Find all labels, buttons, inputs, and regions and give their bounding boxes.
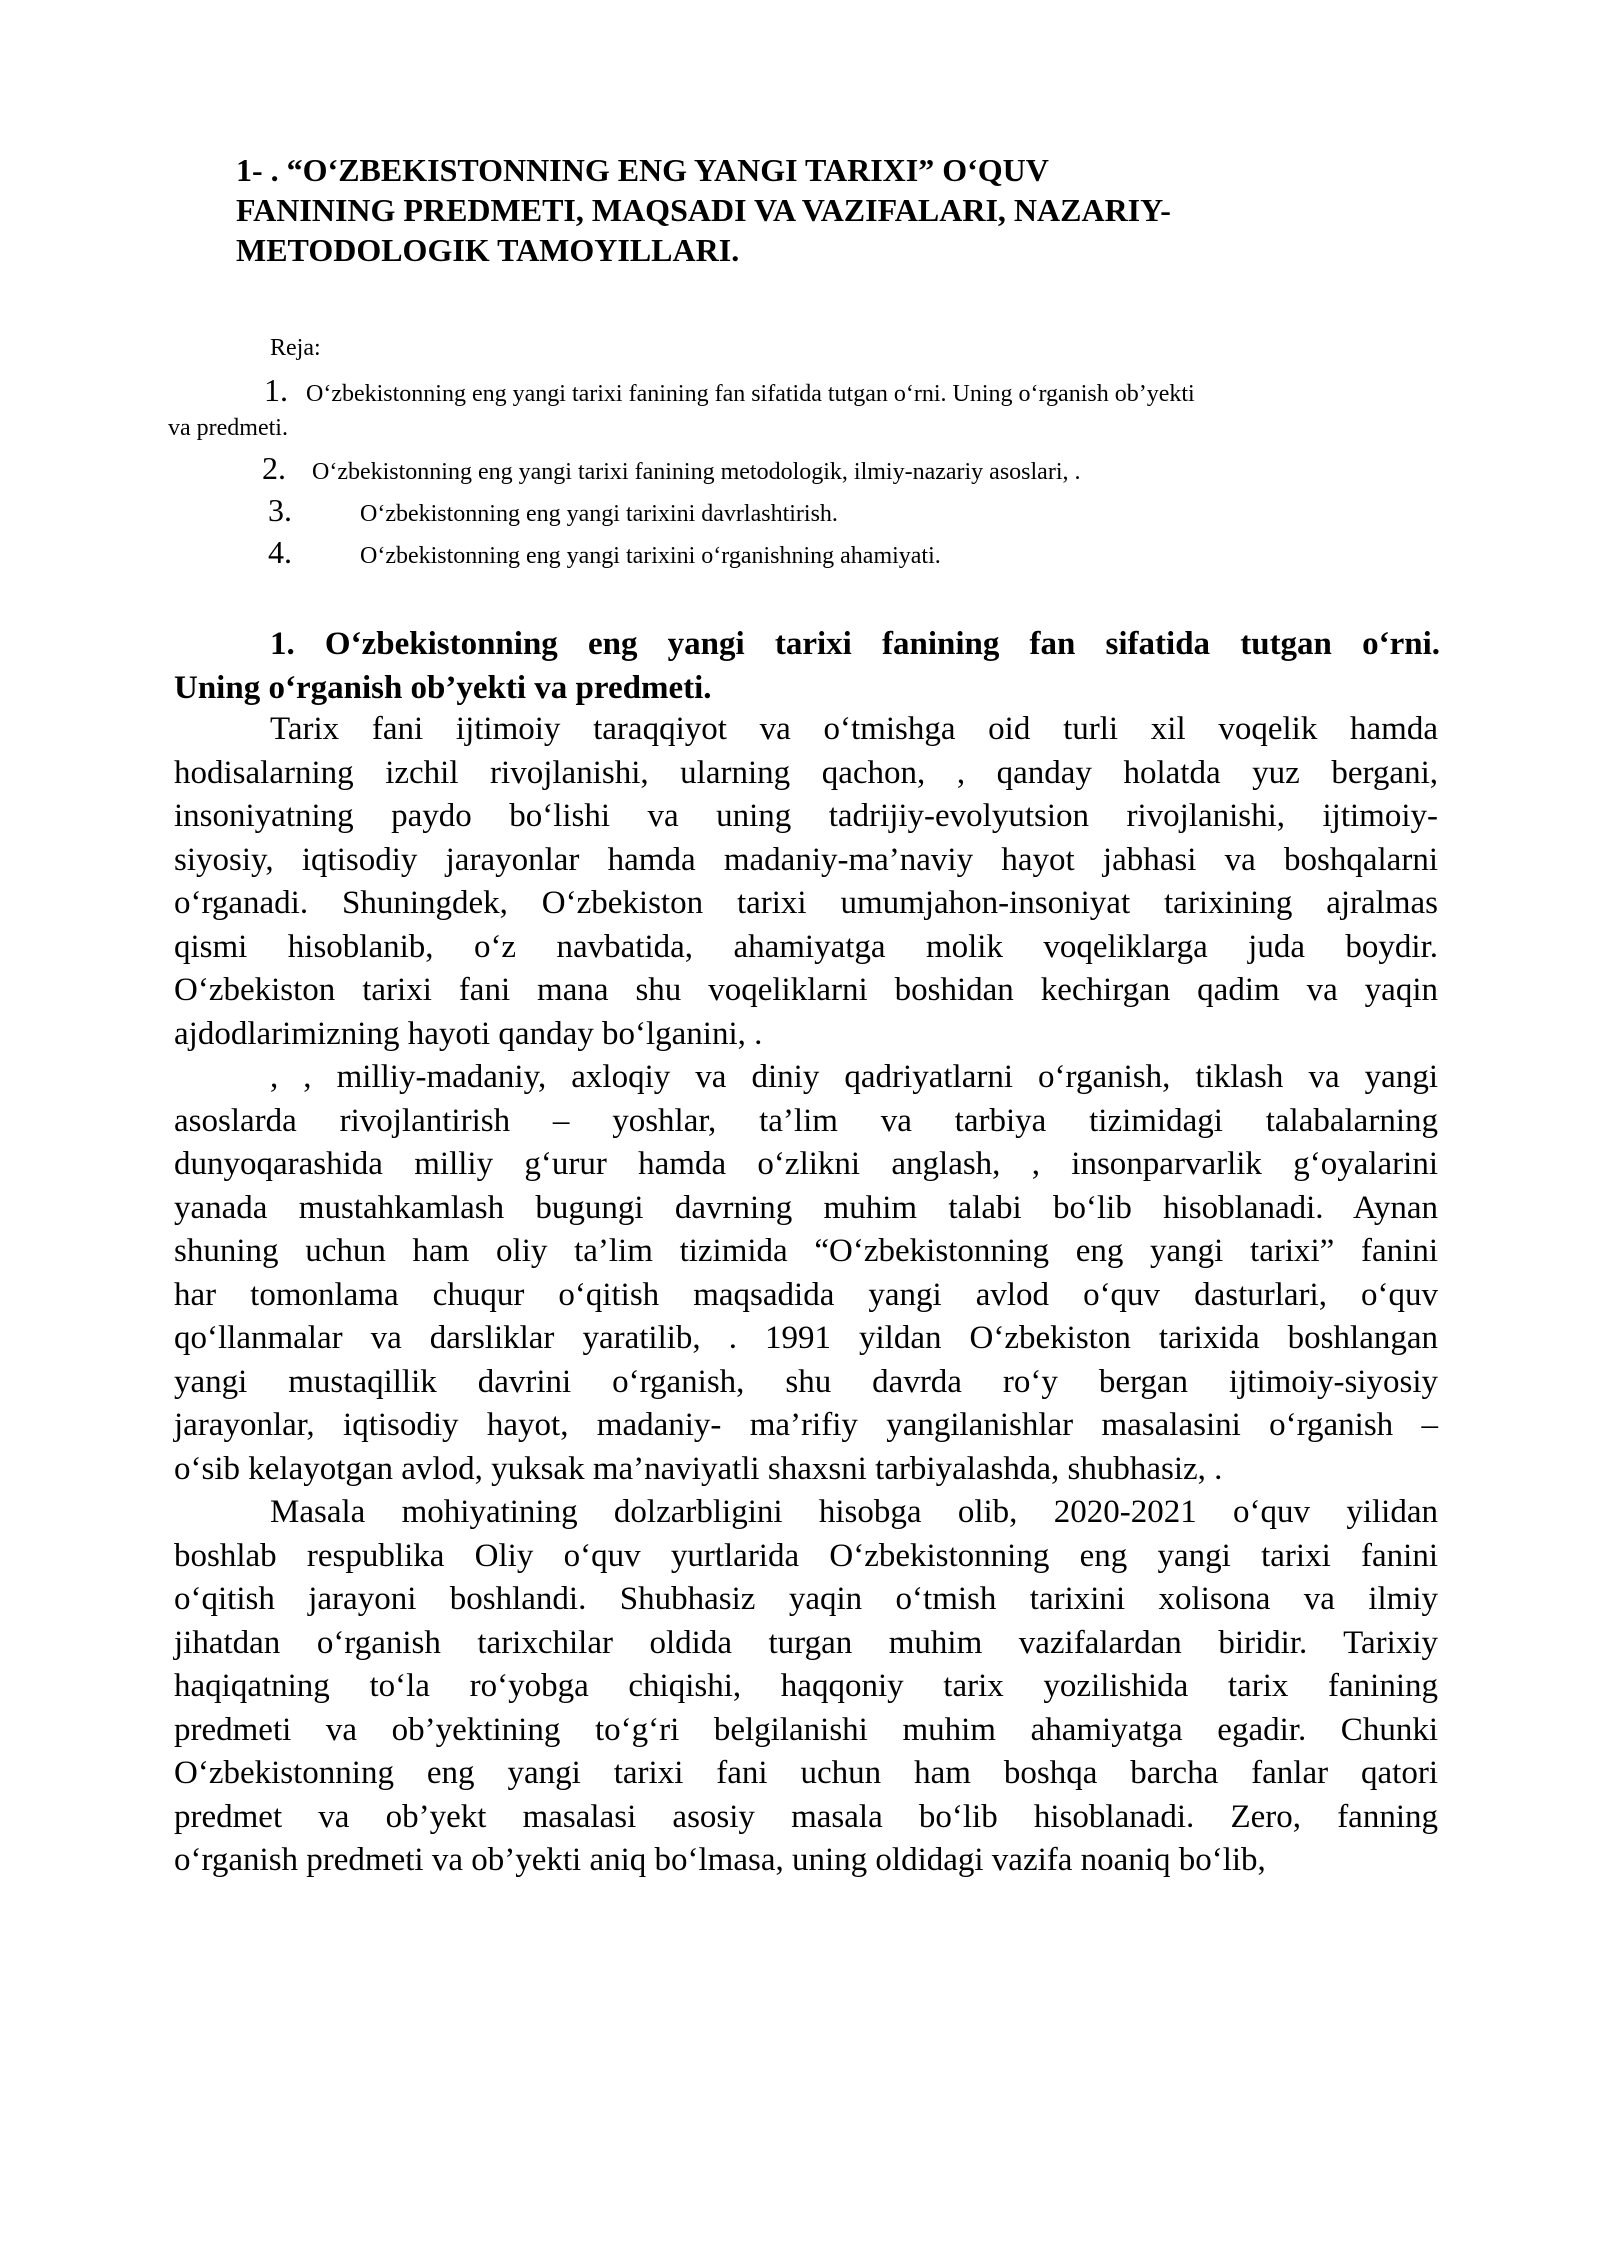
paragraph-line: dunyoqarashida milliy g‘urur hamda o‘zlikni anglash, , insonparvarlik g‘oyalarini [174,1146,1438,1182]
paragraph-line: yanada mustahkamlash bugungi davrning muhim talabi bo‘lib hisoblanadi. Aynan [174,1189,1438,1226]
paragraph-3 [174,1491,1438,1883]
paragraph-line: Masala mohiyatining dolzarbligini hisobga olib, 2020-2021 o‘quv yilidan [270,1494,1438,1530]
paragraph-line: siyosiy, iqtisodiy jarayonlar hamda madaniy-ma’naviy hayot jabhasi va boshqalarni [174,841,1438,878]
paragraph-line: predmeti va ob’yektining to‘g‘ri belgilanishi muhim ahamiyatga egadir. Chunki [174,1711,1438,1748]
paragraph-line: predmet va ob’yekt masalasi asosiy masala bo‘lib hisoblanadi. Zero, fanning [174,1798,1438,1835]
plan-item-number: 3. [268,492,292,528]
section-heading-line: Uning o‘rganish ob’yekti va predmeti. [174,670,712,706]
paragraph-line: O‘zbekiston tarixi fani mana shu voqeliklarni boshidan kechirgan qadim va yaqin [174,972,1438,1008]
plan-item-number: 4. [268,534,292,570]
plan-item-text: O‘zbekistonning eng yangi tarixi fanining fan sifatida tutgan o‘rni. Uning o‘rganish ob’yekti [306,381,1195,407]
paragraph-line: o‘qitish jarayoni boshlandi. Shubhasiz yaqin o‘tmish tarixini xolisona va ilmiy [174,1581,1438,1617]
paragraph-line: shuning uchun ham oliy ta’lim tizimida “O‘zbekistonning eng yangi tarixi” fanini [174,1233,1438,1269]
plan-item-text: O‘zbekistonning eng yangi tarixini davrlashtirish. [360,501,838,527]
plan-item-text: O‘zbekistonning eng yangi tarixini o‘rganishning ahamiyati. [360,543,941,569]
paragraph-line: har tomonlama chuqur o‘qitish maqsadida yangi avlod o‘quv dasturlari, o‘quv [174,1276,1438,1313]
paragraph-1 [174,708,1438,1056]
paragraph-line: asoslarda rivojlantirish – yoshlar, ta’lim va tarbiya tizimidagi talabalarning [174,1102,1438,1139]
paragraph-line: haqiqatning to‘la ro‘yobga chiqishi, haqqoniy tarix yozilishida tarix fanining [174,1668,1438,1704]
paragraph-2 [174,1056,1438,1491]
plan-item-3 [268,494,838,530]
paragraph-line: ajdodlarimizning hayoti qanday bo‘lganini, . [174,1015,763,1052]
paragraph-line: o‘sib kelayotgan avlod, yuksak ma’naviyatli shaxsni tarbiyalashda, shubhasiz, . [174,1450,1223,1487]
section-heading [174,622,1440,710]
paragraph-line: O‘zbekistonning eng yangi tarixi fani uchun ham boshqa barcha fanlar qatori [174,1755,1438,1791]
plan-item-2 [262,452,1081,488]
paragraph-line: yangi mustaqillik davrini o‘rganish, shu davrda ro‘y bergan ijtimoiy-siyosiy [174,1363,1438,1400]
paragraph-line: boshlab respublika Oliy o‘quv yurtlarida O‘zbekistonning eng yangi tarixi fanini [174,1537,1438,1574]
plan-item-text: O‘zbekistonning eng yangi tarixi fanining metodologik, ilmiy-nazariy asoslari, . [312,459,1081,485]
plan-item-1-continuation: va predmeti. [168,415,288,441]
plan-item-4 [268,536,941,572]
title-line: METODOLOGIK TAMOYILLARI. [236,232,740,268]
plan-item-number: 1. [264,372,288,408]
plan-item-number: 2. [262,450,286,486]
document-title [236,150,1396,270]
plan-label: Reja: [270,335,321,361]
title-line: FANINING PREDMETI, MAQSADI VA VAZIFALARI, NAZARIY- [236,192,1171,228]
paragraph-line: , , milliy-madaniy, axloqiy va diniy qadriyatlarni o‘rganish, tiklash va yangi [270,1059,1438,1095]
paragraph-line: hodisalarning izchil rivojlanishi, ularning qachon, , qanday holatda yuz bergani, [174,754,1438,791]
paragraph-line: Tarix fani ijtimoiy taraqqiyot va o‘tmishga oid turli xil voqelik hamda [270,711,1438,747]
paragraph-line: jihatdan o‘rganish tarixchilar oldida turgan muhim vazifalardan biridir. Tarixiy [174,1624,1438,1661]
paragraph-line: o‘rganadi. Shuningdek, O‘zbekiston tarixi umumjahon-insoniyat tarixining ajralmas [174,885,1438,921]
paragraph-line: jarayonlar, iqtisodiy hayot, madaniy- ma’rifiy yangilanishlar masalasini o‘rganish – [174,1407,1438,1443]
title-line: 1- . “O‘ZBEKISTONNING ENG YANGI TARIXI” O‘QUV [236,152,1049,188]
plan-item-1 [264,374,1195,410]
section-heading-line: 1. O‘zbekistonning eng yangi tarixi fanining fan sifatida tutgan o‘rni. [270,626,1440,662]
paragraph-line: qo‘llanmalar va darsliklar yaratilib, . 1991 yildan O‘zbekiston tarixida boshlangan [174,1320,1438,1356]
paragraph-line: qismi hisoblanib, o‘z navbatida, ahamiyatga molik voqeliklarga juda boydir. [174,928,1438,965]
paragraph-line: o‘rganish predmeti va ob’yekti aniq bo‘lmasa, uning oldidagi vazifa noaniq bo‘lib, [174,1842,1266,1878]
paragraph-line: insoniyatning paydo bo‘lishi va uning tadrijiy-evolyutsion rivojlanishi, ijtimoiy- [174,798,1438,834]
